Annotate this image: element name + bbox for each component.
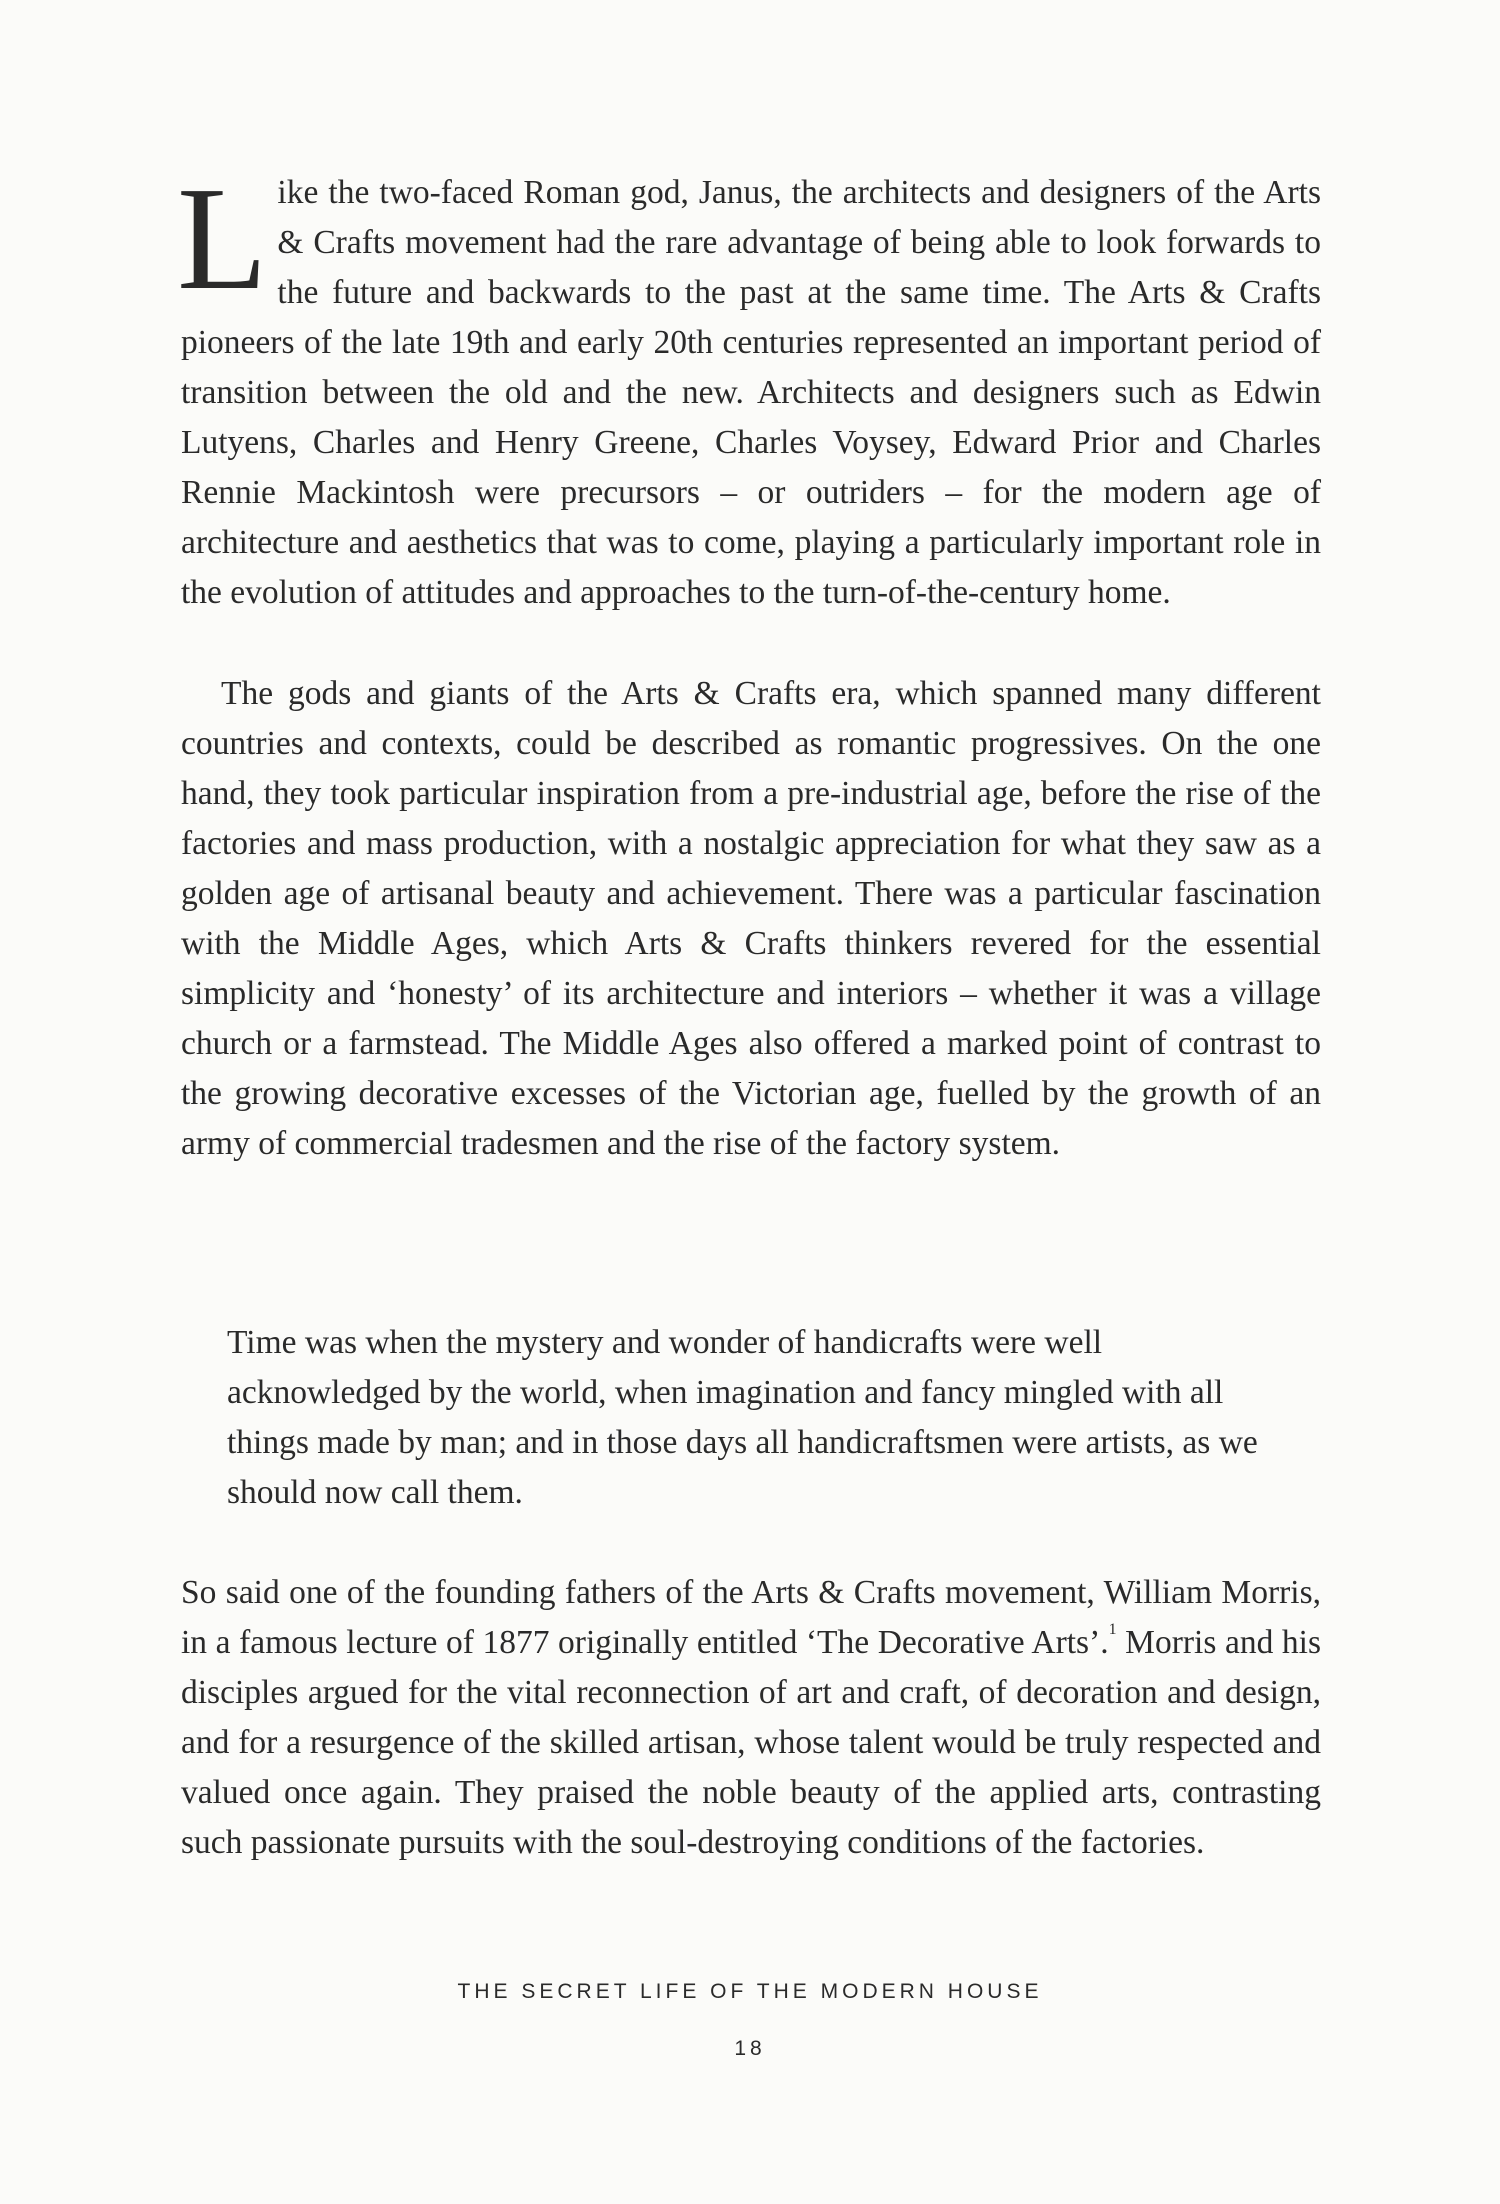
page-number: 18 [734,2037,766,2060]
block-quote: Time was when the mystery and wonder of handicrafts were well acknowledged by the world, when imagination and fancy mingled with all things made by man; and in those days all handicraftsmen were artists, as we should now call them. [227,1324,1258,1511]
drop-cap: L [177,157,268,321]
paragraph-3-text-b: Morris and his disciples argued for the vital reconnection of art and craft, of decoration and design, and for a resurgence of the skilled artisan, whose talent would be truly respected and valued once again. They praised the noble beauty of the applied arts, contrasting such passionate pursuits with the soul-destroying conditions of the factories. [181,1624,1321,1861]
paragraph-3 [181,1568,1321,1868]
paragraph-1 [177,157,1321,618]
paragraph-2: The gods and giants of the Arts & Crafts era, which spanned many different countries and contexts, could be described as romantic progressives. On the one hand, they took particular inspiration from a pre-industrial age, before the rise of the factories and mass production, with a nostalgic appreciation for what they saw as a golden age of artisanal beauty and achievement. There was a particular fascination with the Middle Ages, which Arts & Crafts thinkers revered for the essential simplicity and ‘honesty’ of its architecture and interiors – whether it was a village church or a farmstead. The Middle Ages also offered a marked point of contrast to the growing decorative excesses of the Victorian age, fuelled by the growth of an army of commercial tradesmen and the rise of the factory system. [181,675,1321,1162]
paragraph-3-text-a: So said one of the founding fathers of the Arts & Crafts movement, William Morris, in a famous lecture of 1877 originally entitled ‘The Decorative Arts’. [181,1574,1321,1661]
footnote-marker: 1 [1108,1621,1117,1638]
paragraph-1-text: ike the two-faced Roman god, Janus, the architects and designers of the Arts & Crafts movement had the rare advantage of being able to look forwards to the future and backwards to the past at the same time. The Arts & Crafts pioneers of the late 19th and early 20th centuries represented an important period of transition between the old and the new. Architects and designers such as Edwin Lutyens, Charles and Henry Greene, Charles Voysey, Edward Prior and Charles Rennie Mackintosh were precursors – or outriders – for the modern age of architecture and aesthetics that was to come, playing a particularly important role in the evolution of attitudes and approaches to the turn-of-the-century home. [181,174,1321,611]
running-title: THE SECRET LIFE OF THE MODERN HOUSE [457,1980,1043,2003]
